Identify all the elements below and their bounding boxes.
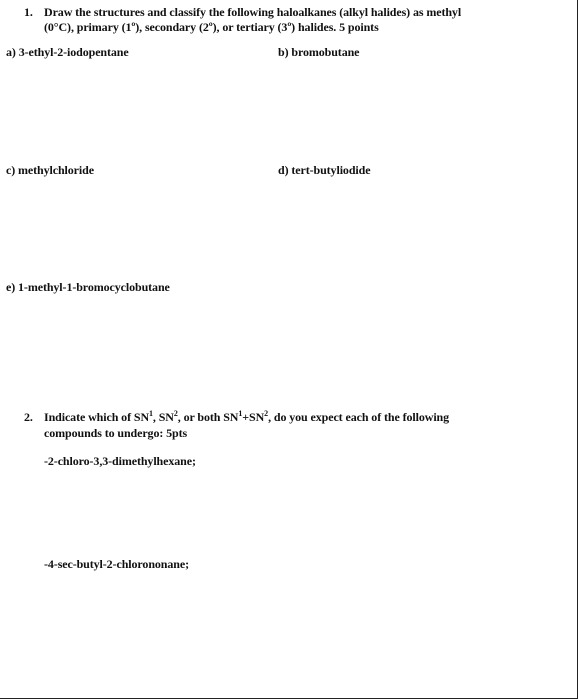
question-1-part-a: a) 3-ethyl-2-iodopentane <box>6 45 129 59</box>
question-2-item-1: -2-chloro-3,3-dimethylhexane; <box>44 454 196 468</box>
question-2-prompt-line-1 <box>44 410 449 425</box>
question-1-part-b: b) bromobutane <box>278 45 360 59</box>
question-1-prompt-line-1: Draw the structures and classify the following haloalkanes (alkyl halides) as methyl <box>44 5 462 19</box>
q2-sup-2: 2 <box>173 409 178 418</box>
q2-sup-1: 1 <box>149 409 153 418</box>
question-1-prompt-line-2: (0°C), primary (1º), secondary (2º), or tertiary (3º) halides. 5 points <box>44 20 379 34</box>
question-1-part-c: c) methylchloride <box>6 163 94 177</box>
q2-text-a: Indicate which of SN <box>44 410 150 424</box>
question-2-item-2: -4-sec-butyl-2-chlorononane; <box>44 557 189 571</box>
question-1-part-e: e) 1-methyl-1-bromocyclobutane <box>6 280 170 294</box>
q2-sup-3: 1 <box>238 409 243 418</box>
question-1-number: 1. <box>24 5 33 19</box>
q2-text-e: , do you expect each of the following <box>268 410 450 424</box>
question-2-number: 2. <box>24 410 33 424</box>
q2-text-b: , SN <box>152 410 174 424</box>
q2-sup-4: 2 <box>264 409 269 418</box>
q2-text-d: +SN <box>242 410 265 424</box>
q2-text-c: , or both SN <box>177 410 239 424</box>
question-1-part-d: d) tert-butyliodide <box>278 163 371 177</box>
question-2-prompt-line-2: compounds to undergo: 5pts <box>44 426 188 440</box>
